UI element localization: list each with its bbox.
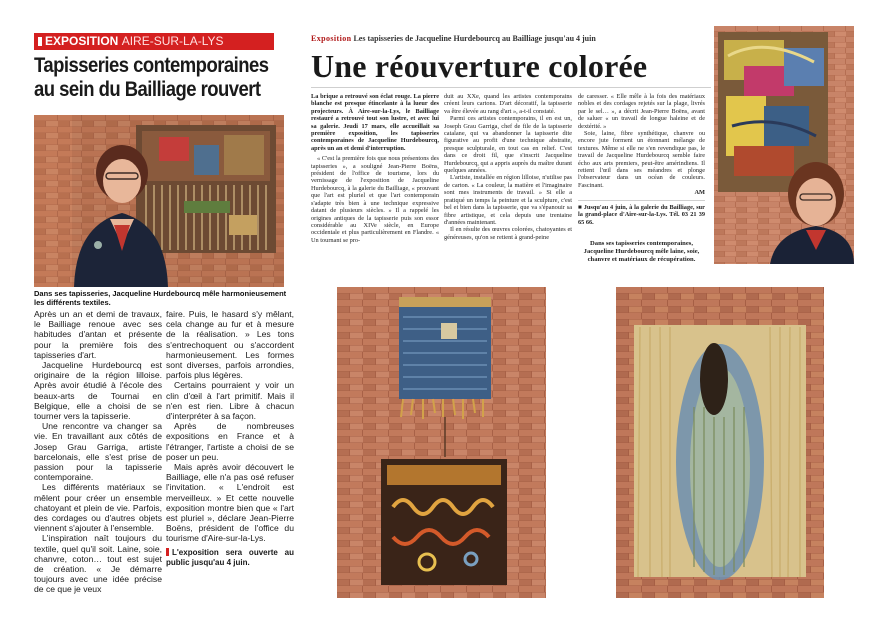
left-paragraph: Certains pourraient y voir un clin d'œil à l'art primitif. Mais il n'en est rien. Libre à chacun d'interpréter à sa façon. bbox=[166, 380, 294, 422]
right-kicker-label: Exposition bbox=[311, 34, 352, 43]
right-kicker bbox=[311, 34, 711, 44]
right-paragraph: Parmi ces artistes contemporains, il en est un, Joseph Grau Garriga, chef de file de la tapisserie catalane, qui va abandonner la tapisserie dite figurative au profit d'une technique abstraite, presque sculpturale, en tout cas en relief. C'est dans ce droit fil, que s'inscrit Jacqueline Hurdebourcq, qui a appris auprès du maître durant quelques années. bbox=[444, 115, 572, 175]
left-column-1 bbox=[34, 309, 162, 595]
right-column-2 bbox=[444, 93, 572, 241]
right-lead-paragraph: La brique a retrouvé son éclat rouge. La pierre blanche est presque étincelante à la lueur des projecteurs. À Aire-sur-la-Lys, le Bailliage restauré a retrouvé tout son lustre, et avec lui sa galerie. Jeudi 17 mars, elle accueillait sa première exposition, les tapisseries contemporaines de Jacqueline Hurdebourcq, après un an et demi d'interruption. bbox=[311, 93, 439, 152]
right-paragraph: Il en résulte des œuvres colorées, chatoyantes et généreuses, qu'on se retient à grand-peine bbox=[444, 226, 572, 241]
left-photo-caption: Dans ses tapisseries, Jacqueline Hurdebourcq mêle harmonieusement les différents textiles. bbox=[34, 289, 287, 307]
note-bar-icon bbox=[166, 548, 169, 556]
right-paragraph: de caresser. « Elle mêle à la fois des matériaux nobles et des cordages rejetés sur la plage, livrés par le sel… », a décrit Jean-Pierre Boëns, avant de saluer « un travail de longue haleine et de dextérité. » bbox=[578, 93, 705, 130]
right-column-1 bbox=[311, 93, 439, 244]
left-paragraph: faire. Puis, le hasard s'y mêlant, cela change au fur et à mesure de la réalisation. » Les tons s'entrechoquent ou s'accordent harmonieusement. Les formes sont diverses, parfois arrondies, parfois plus légères. bbox=[166, 309, 294, 381]
left-paragraph: Une rencontre va changer sa vie. En travaillant aux côtés de Josep Grau Garriga, artiste barcelonais, elle s'est prise de passion pour la tapisserie contemporaine. bbox=[34, 421, 162, 483]
right-kicker-text: Les tapisseries de Jacqueline Hurdebourcq au Bailliage jusqu'au 4 juin bbox=[353, 34, 596, 43]
kicker-place: AIRE-SUR-LA-LYS bbox=[121, 34, 224, 48]
right-column-3 bbox=[578, 93, 705, 263]
right-title: Une réouverture colorée bbox=[311, 48, 648, 84]
info-square-icon: ■ bbox=[578, 203, 584, 211]
kicker-label: EXPOSITION bbox=[45, 34, 119, 48]
left-paragraph: Jacqueline Hurdebourcq est originaire de la région lilloise. Après avoir étudié à l'école des beaux-arts de Tournai en Belgique, elle a choisi de se tourner vers la tapisserie. bbox=[34, 360, 162, 422]
exhibition-dates-note bbox=[166, 548, 294, 568]
right-photo-caption: Dans ses tapisseries contemporaines, Jacqueline Hurdebourcq mêle laine, soie, chanvre et matériaux de récupération. bbox=[583, 239, 700, 263]
tapestry-photo-1 bbox=[337, 287, 546, 598]
info-divider bbox=[578, 200, 705, 201]
artist-closeup-photo bbox=[714, 26, 854, 264]
title-divider bbox=[311, 87, 711, 88]
artist-portrait-photo bbox=[34, 115, 284, 287]
note-text: L'exposition sera ouverte au public jusqu'au 4 juin. bbox=[166, 547, 294, 567]
right-paragraph: L'artiste, installée en région lilloise, n'utilise pas de carton. « La couleur, la matière et l'imaginaire sont mes instruments de travail. » Si elle a pratiqué un temps la peinture et la sculpture, c'est bel et bien dans la tapisserie, que va s'épanouir sa fibre artistique, et cela depuis une trentaine d'années maintenant. bbox=[444, 174, 572, 226]
left-paragraph: Les différents matériaux se mêlent pour créer un ensemble chatoyant et plein de vie. Parfois, des cordages ou d'autres objets viennent s'ajouter à l'ensemble. bbox=[34, 482, 162, 534]
tapestry-photo-2 bbox=[616, 287, 824, 598]
right-paragraph: duit au XXe, quand les artistes contemporains créent leurs cartons. D'art décoratif, la tapisserie va être élevée au rang d'art », a-t-il constaté. bbox=[444, 93, 572, 115]
left-paragraph: L'inspiration naît toujours du textile, quel qu'il soit. Laine, soie, chanvre, coton… tout est sujet de création. « Je démarre toujours avec une idée précise de ce que je veux bbox=[34, 533, 162, 595]
right-paragraph: « C'est la première fois que nous présentons des tapisseries », a souligné Jean-Pierre Boëns, président de l'office de tourisme, lors du vernissage de l'exposition de Jacqueline Hurdebourcq, à la galerie du Bailliage, « prouvant que l'art est pluriel et que l'art contemporain s'adapte très bien à une technique expressive datant de plusieurs siècles. » Il a rappelé les origines antiques de la tapisserie puis son essor considérable au XIVe siècle, en Europe occidentale et plus particulièrement en Flandre. « Un tournant se pro- bbox=[311, 155, 439, 244]
left-column-2 bbox=[166, 309, 294, 568]
kicker-square-icon bbox=[38, 37, 42, 46]
author-signature: AM bbox=[694, 189, 705, 197]
info-text: Jusqu'au 4 juin, à la galerie du Bailliage, sur la grand-place d'Aire-sur-la-Lys. Tél. 03 21 39 65 66. bbox=[578, 203, 705, 226]
left-headline: Tapisseries contemporaines au sein du Bailliage rouvert bbox=[34, 54, 269, 101]
section-kicker bbox=[34, 33, 274, 50]
left-paragraph: Après de nombreuses expositions en France et à l'étranger, l'artiste a choisi de se poser un peu. bbox=[166, 421, 294, 462]
left-paragraph: Mais après avoir découvert le Bailliage, elle n'a pas osé refuser l'invitation. « L'endroit est merveilleux. » Et cette nouvelle exposition montre bien que « l'art est pluriel », déclare Jean-Pierre Boëns, président de l'office du tourisme d'Aire-sur-la-Lys. bbox=[166, 462, 294, 544]
right-paragraph: Soie, laine, fibre synthétique, chanvre ou encore jute forment un étonnant mélange de textures. Même si elle ne s'en revendique pas, le travail de Jacqueline Hurdebourcq semble faire écho aux arts premiers, peut-être amérindiens. Il retient l'œil dans ses méandres et plonge l'observateur dans un océan de couleurs. Fascinant. bbox=[578, 130, 705, 189]
left-paragraph: Après un an et demi de travaux, le Bailliage renoue avec ses habitudes d'antan et présente pour la première fois des tapisseries d'art. bbox=[34, 309, 162, 360]
info-box bbox=[578, 204, 705, 226]
